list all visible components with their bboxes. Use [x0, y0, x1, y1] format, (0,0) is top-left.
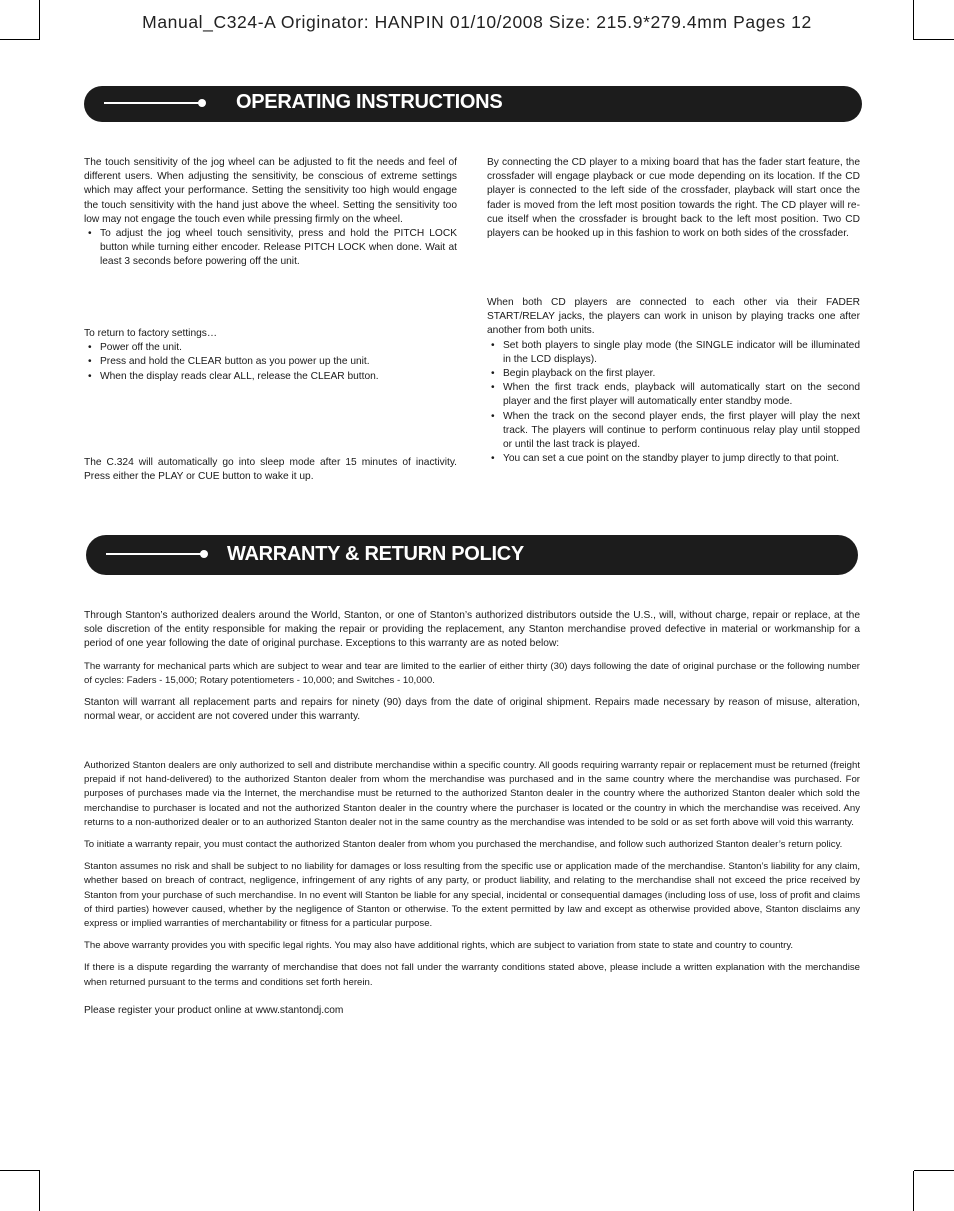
register-note: Please register your product online at www.stantondj.com	[84, 1004, 344, 1016]
crop-mark	[914, 1170, 954, 1171]
bullet-list	[84, 341, 457, 384]
crop-mark	[913, 1171, 914, 1211]
bullet-list	[84, 227, 457, 270]
crop-mark	[39, 1171, 40, 1211]
paragraph: To return to factory settings…	[84, 328, 218, 339]
operating-left-column	[84, 156, 457, 270]
crop-mark	[0, 39, 40, 40]
paragraph: The above warranty provides you with specific legal rights. You may also have additional rights, which are subject to variation from state to state and country to country.	[84, 940, 794, 952]
list-item: • When the display reads clear ALL, release the CLEAR button.	[84, 370, 457, 384]
paragraph: Through Stanton’s authorized dealers around the World, Stanton, or one of Stanton’s authorized distributors outside the U.S., will, without charge, repair or replace, at the sole discretion of the entity responsible for making the repair or providing the replacement, any Stanton merchandise proved defective in material or workmanship for a period of one year following the date of original purchase. Exceptions to this warranty are as noted below:	[84, 610, 860, 650]
paragraph: When both CD players are connected to each other via their FADER START/RELAY jacks, the players can work in unison by playing tracks one after another from both units.	[487, 297, 860, 337]
paragraph: If there is a dispute regarding the warranty of merchandise that does not fall under the warranty conditions stated above, please include a written explanation with the merchandise when returned pursuant to the terms and conditions set forth herein.	[84, 962, 860, 988]
banner-dot	[200, 550, 208, 558]
paragraph: Stanton assumes no risk and shall be subject to no liability for damages or loss resulting from the specific use or application made of the merchandise. Stanton’s liability for any claim, whether based on breach of contract, negligence, infringement of any rights of any party, or product liability, and relating to the merchandise shall not exceed the price received by Stanton from your purchase of such merchandise. In no event will Stanton be liable for any special, incidental or consequential damages (including loss of use, loss of profit and claims of third parties) however caused, whether by the negligence of Stanton or otherwise. To the extent permitted by law and except as otherwise provided above, Stanton disclaims any express or implied warranties of merchantability or fitness for a particular purpose.	[84, 861, 860, 930]
paragraph: Stanton will warrant all replacement parts and repairs for ninety (90) days from the date of original shipment. Repairs made necessary by reason of misuse, alteration, normal wear, or accident are not covered under this warranty.	[84, 697, 860, 723]
list-item: • To adjust the jog wheel touch sensitivity, press and hold the PITCH LOCK button while turning either encoder. Release PITCH LOCK when done. Wait at least 3 seconds before powering off the unit.	[84, 227, 457, 270]
warranty-body	[84, 609, 860, 732]
paragraph: The warranty for mechanical parts which are subject to wear and tear are limited to the earlier of either thirty (30) days following the date of original purchase or the following number of cycles: Faders - 15,000; Rotary potentiometers - 10,000; and Switches - 10,000.	[84, 660, 860, 686]
operating-right-column	[487, 296, 860, 466]
list-item: • Begin playback on the first player.	[487, 367, 860, 381]
bullet-list	[487, 339, 860, 467]
banner-rule	[106, 553, 204, 555]
paragraph: The C.324 will automatically go into sleep mode after 15 minutes of inactivity. Press either the PLAY or CUE button to wake it up.	[84, 457, 457, 483]
section-banner-operating	[84, 86, 862, 122]
banner-dot	[198, 99, 206, 107]
list-item: • Press and hold the CLEAR button as you power up the unit.	[84, 355, 457, 369]
operating-left-column	[84, 327, 457, 384]
paragraph: Authorized Stanton dealers are only authorized to sell and distribute merchandise within a specific country. All goods requiring warranty repair or replacement must be returned (freight prepaid if not hand-delivered) to the authorized Stanton dealer from whom the merchandise was purchased and in the same country where the merchandise was purchased. For purposes of purchases made via the Internet, the merchandise must be returned to the authorized Stanton dealer in the country where the authorized Stanton dealer which sold the merchandise to purchaser is located and not the authorized Stanton dealer in the country where the purchaser is located or the country in which the merchandise was received. Any returns to a non-authorized dealer or to an authorized Stanton dealer not in the same country as the merchandise was intended to be sold or as set forth above will void this warranty.	[84, 760, 860, 828]
list-item: • You can set a cue point on the standby player to jump directly to that point.	[487, 452, 860, 466]
paragraph: The touch sensitivity of the jog wheel can be adjusted to fit the needs and feel of different users. When adjusting the sensitivity, be conscious of extreme settings which may affect your performance. Setting the sensitivity too high would engage the touch sensitivity with the hand just above the wheel. Setting the sensitivity too low may not engage the touch even while pressing firmly on the wheel.	[84, 157, 457, 225]
section-banner-warranty	[86, 535, 858, 575]
operating-left-column	[84, 456, 457, 484]
crop-mark	[0, 1170, 40, 1171]
section-title: WARRANTY & RETURN POLICY	[227, 543, 524, 565]
section-title: OPERATING INSTRUCTIONS	[236, 91, 503, 113]
print-slug: Manual_C324-A Originator: HANPIN 01/10/2008 Size: 215.9*279.4mm Pages 12	[142, 12, 812, 32]
list-item: • Set both players to single play mode (the SINGLE indicator will be illuminated in the LCD displays).	[487, 339, 860, 367]
warranty-body	[84, 759, 860, 1026]
list-item: • Power off the unit.	[84, 341, 457, 355]
crop-mark	[914, 39, 954, 40]
list-item: • When the track on the second player ends, the first player will play the next track. The players will continue to perform continuous relay play until stopped or until the last track is played.	[487, 410, 860, 453]
operating-right-column	[487, 156, 860, 241]
paragraph: To initiate a warranty repair, you must contact the authorized Stanton dealer from whom you purchased the merchandise, and follow such authorized Stanton dealer’s return policy.	[84, 839, 843, 851]
list-item: • When the first track ends, playback will automatically start on the second player and the first player will automatically enter standby mode.	[487, 381, 860, 409]
paragraph: By connecting the CD player to a mixing board that has the fader start feature, the crossfader will engage playback or cue mode depending on its location. If the CD player is connected to the left side of the crossfader, playback will start once the fader is moved from the left most position towards the right. The CD player will re-cue itself when the crossfader is brought back to the left most position. Two CD players can be hooked up in this fashion to work on both sides of the crossfader.	[487, 157, 860, 240]
banner-rule	[104, 102, 202, 104]
